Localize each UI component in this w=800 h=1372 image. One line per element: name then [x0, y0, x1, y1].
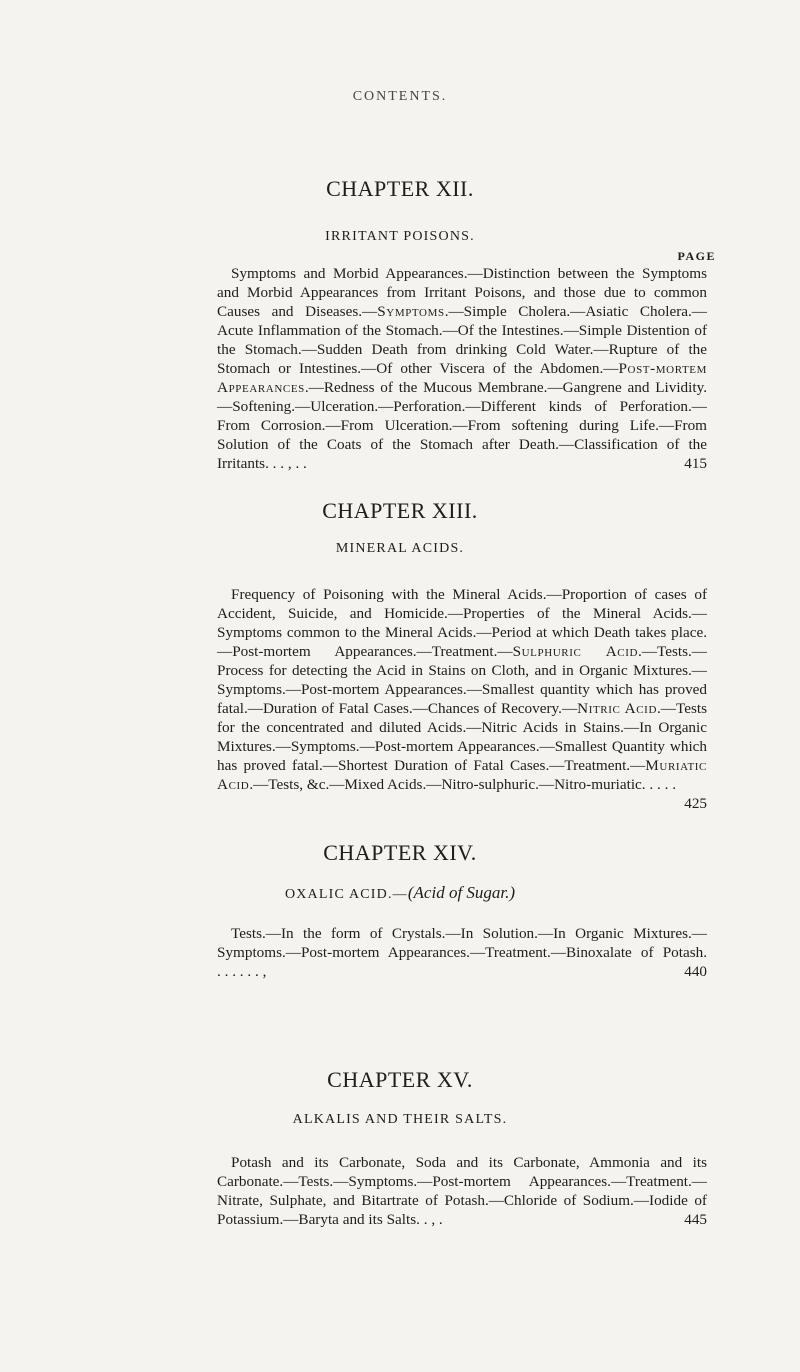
summary-text: Symptoms and Morbid Appearances.—Distinction between the Symptoms and Morbid Appearances from Irritant Poisons, and those due to common Causes and Diseases.—: [217, 265, 707, 320]
chapter-title: CHAPTER XV.: [327, 1067, 473, 1092]
summary-text: .—Tests for the concentrated and diluted Acids.—Nitric Acids in Stains.—In Organic Mixtures.—Symptoms.—Post-mortem Appearances.—Smallest Quantity which has proved fatal.—Shortest Duration of Fatal Cases.—Treatment.—: [217, 700, 707, 774]
summary-text: Tests.—In the form of Crystals.—In Solution.—In Organic Mixtures.—Symptoms.—Post-mortem Appearances.—Treatment.—Binoxalate of Potash.: [217, 925, 707, 961]
chapter-subject: IRRITANT POISONS.: [325, 229, 475, 244]
summary-paragraph: [217, 264, 707, 473]
section-heading: Symptoms: [377, 303, 445, 320]
summary-text: .—Redness of the Mucous Membrane.—Gangrene and Lividity.—Softening.—Ulceration.—Perforation.—Different kinds of Perforation.—From Corrosion.—From Ulceration.—From softening during Life.—From Solution of the Coats of the Stomach after Death.—Classification of the Irritants.: [217, 379, 707, 472]
section-heading: Muriatic Acid: [217, 757, 707, 793]
summary-paragraph: [217, 1153, 707, 1229]
section-heading: Post-mortem Appearances: [217, 360, 707, 396]
chapter-summary: [217, 264, 707, 473]
chapter-subject: MINERAL ACIDS.: [335, 541, 465, 556]
subject-italic: (Acid of Sugar.): [407, 883, 516, 902]
chapter-title: CHAPTER XII.: [326, 176, 474, 201]
summary-paragraph: [217, 585, 707, 812]
subject-text: OXALIC ACID.—: [284, 887, 408, 902]
summary-paragraph: [217, 924, 707, 981]
section-heading: Nitric Acid: [577, 700, 657, 717]
summary-text: Frequency of Poisoning with the Mineral Acids.—Proportion of cases of Accident, Suicide, and Homicide.—Properties of the Mineral Acids.—Symptoms common to the Mineral Acids.—Period at which Death takes place.—Post-mortem Appearances.—Treatment.—: [217, 586, 707, 660]
page-number: 445: [684, 1211, 707, 1228]
page-number: 425: [684, 795, 707, 812]
chapter-title: CHAPTER XIV.: [323, 840, 477, 865]
running-head: CONTENTS.: [352, 89, 448, 104]
chapter-summary: [217, 585, 707, 813]
summary-text: .—Simple Cholera.—Asiatic Cholera.—Acute Inflammation of the Stomach.—Of the Intestines.—Simple Distention of the Stomach.—Sudden Death from drinking Cold Water.—Rupture of the Stomach or Intestines.—Of other Viscera of the Abdomen.—: [217, 303, 707, 377]
dot-leader: . . , . .: [268, 455, 307, 472]
dot-leader: . , .: [419, 1211, 443, 1228]
chapter-summary: [217, 1153, 707, 1229]
page-number: 440: [684, 963, 707, 980]
summary-text: .—Tests, &c.—Mixed Acids.—Nitro-sulphuric.—Nitro-muriatic.: [249, 776, 646, 793]
summary-text: .—Tests.—Process for detecting the Acid in Stains on Cloth, and in Organic Mixtures.—Symptoms.—Post-mortem Appearances.—Smallest quantity which has proved fatal.—Duration of Fatal Cases.—Chances of Recovery.—: [217, 643, 707, 717]
dot-leader: . . . .: [645, 776, 676, 793]
summary-text: Potash and its Carbonate, Soda and its Carbonate, Ammonia and its Carbonate.—Tests.—Symptoms.—Post-mortem Appearances.—Treatment.—Nitrate, Sulphate, and Bitartrate of Potash.—Chloride of Sodium.—Iodide of Potassium.—Baryta and its Salts.: [217, 1154, 707, 1228]
page-column-label: PAGE: [677, 249, 716, 263]
chapter-subject: ALKALIS AND THEIR SALTS.: [292, 1112, 508, 1127]
section-heading: Sulphuric Acid: [512, 643, 639, 660]
page-number: 415: [684, 455, 707, 472]
chapter-summary: [217, 924, 707, 981]
chapter-subject: [0, 883, 800, 903]
chapter-title: CHAPTER XIII.: [322, 498, 478, 523]
dot-leader: . . . . . . ,: [217, 963, 267, 980]
